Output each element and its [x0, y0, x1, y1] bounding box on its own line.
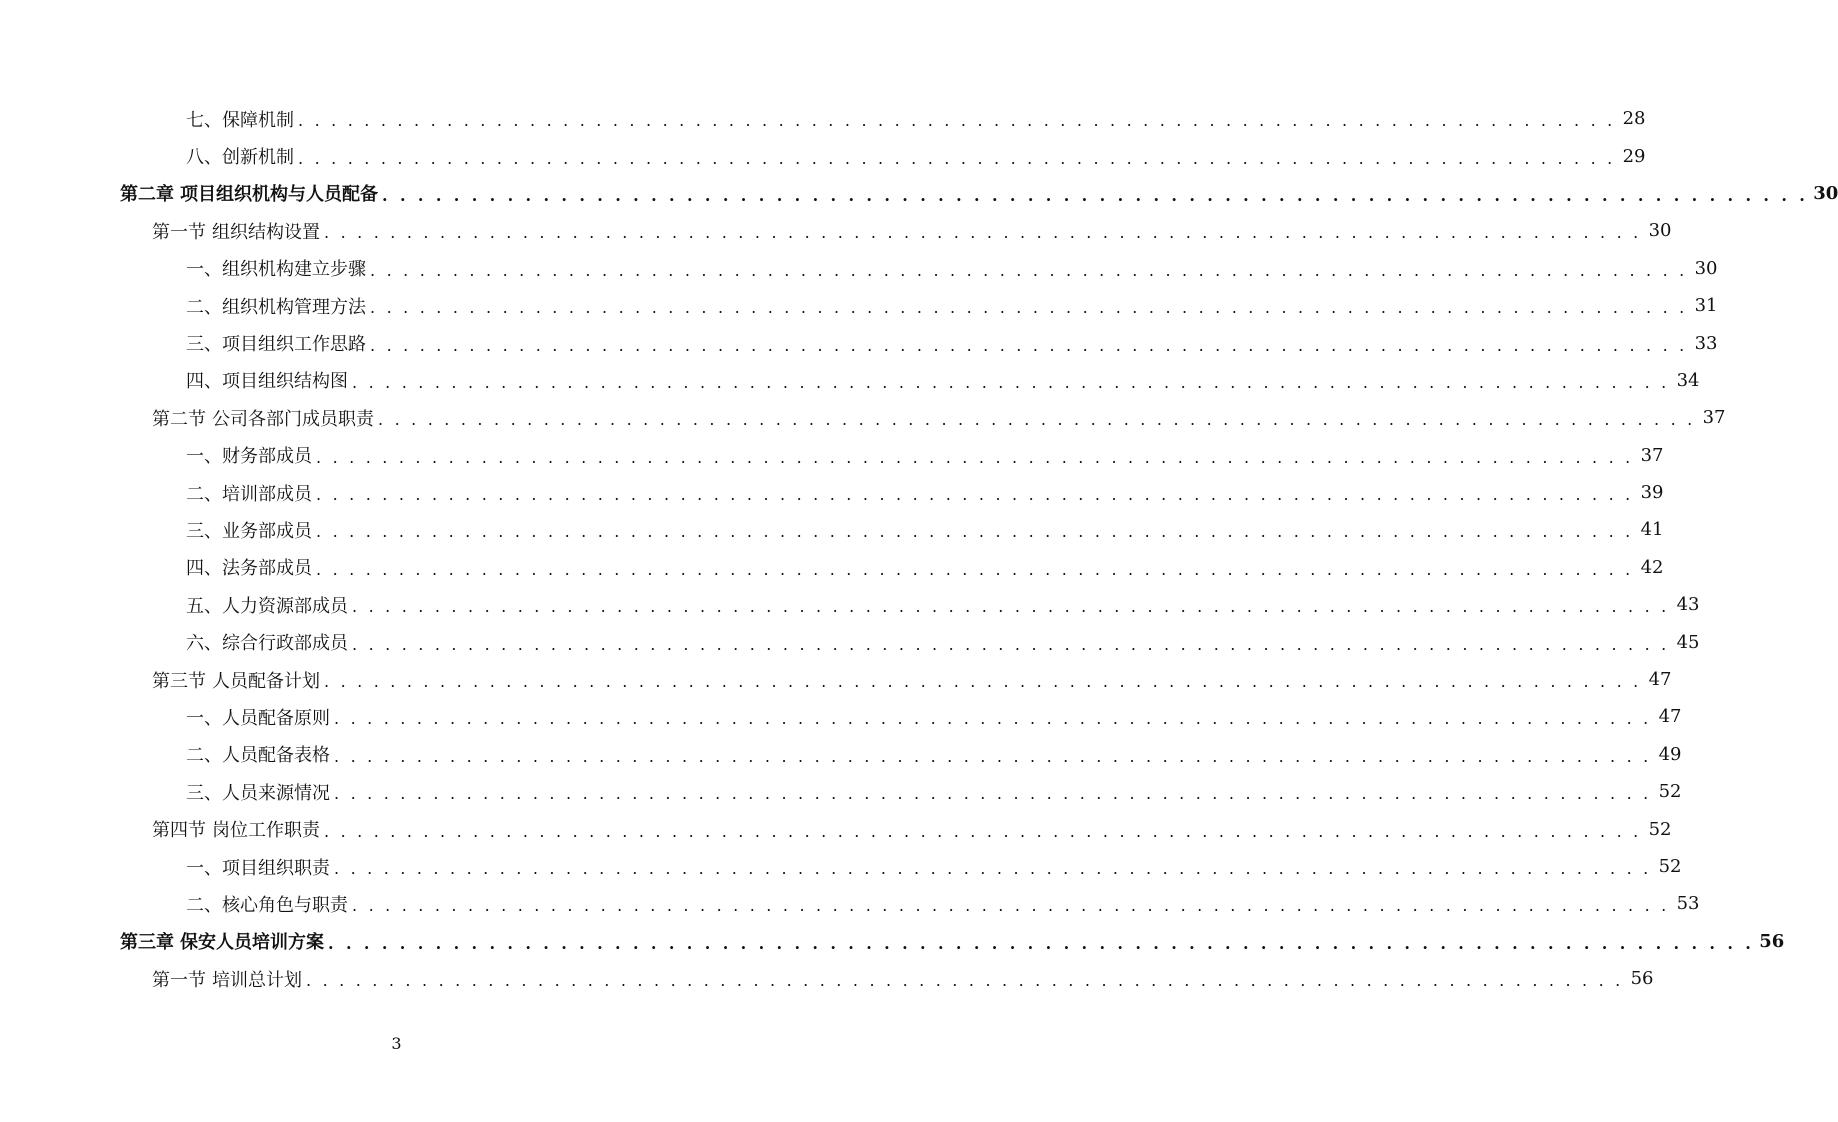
toc-entry-number: 五、 [186, 595, 222, 617]
toc-entry-title: 业务部成员 [222, 520, 312, 542]
toc-entry-number: 第一节 [152, 969, 206, 991]
toc-entry-number: 一、 [186, 446, 222, 468]
toc-entry-number: 三、 [186, 520, 222, 542]
page-number: 3 [391, 1034, 402, 1053]
toc-dot-leader: . . . . . . . . . . . . . . . . . . . . . . . . . . . . . . . . . . . . . . . . . . . . . . . . . . . . . . . . . . . . . . . . . . . . . . . . . . . . . . . . [382, 185, 1809, 205]
toc-entry-number: 四、 [186, 371, 222, 393]
toc-entry-title: 人员配备表格 [222, 745, 330, 767]
toc-entry-item[interactable] [0, 250, 1718, 287]
toc-entry-title: 培训总计划 [212, 969, 302, 991]
toc-entry-item[interactable] [0, 362, 1700, 399]
toc-entry-item[interactable] [0, 100, 1646, 137]
toc-entry-page: 49 [1658, 743, 1682, 765]
toc-entry-number: 四、 [186, 558, 222, 580]
toc-entry-title: 项目组织工作思路 [222, 334, 366, 356]
toc-entry-page: 37 [1640, 444, 1664, 466]
toc-entry-page: 29 [1622, 145, 1646, 167]
toc-dot-leader: . . . . . . . . . . . . . . . . . . . . . . . . . . . . . . . . . . . . . . . . . . . . . . . . . . . . . . . . . . . . . . . . . . . . . . . . . . . . . . . . [370, 335, 1688, 355]
toc-dot-leader: . . . . . . . . . . . . . . . . . . . . . . . . . . . . . . . . . . . . . . . . . . . . . . . . . . . . . . . . . . . . . . . . . . . . . . . . . . . . . . . . [324, 821, 1642, 841]
toc-entry-section[interactable] [0, 960, 1654, 997]
toc-entry-number: 二、 [186, 745, 222, 767]
toc-entry-item[interactable] [0, 437, 1664, 474]
toc-entry-title: 综合行政部成员 [222, 633, 348, 655]
toc-entry-page: 34 [1676, 369, 1700, 391]
toc-entry-label [186, 442, 316, 468]
toc-entry-title: 项目组织结构图 [222, 371, 348, 393]
toc-entry-label [186, 741, 334, 767]
toc-entry-number: 第二章 [120, 184, 174, 206]
toc-entry-title: 财务部成员 [222, 446, 312, 468]
toc-entry-number: 一、 [186, 259, 222, 281]
toc-entry-page: 47 [1658, 706, 1682, 728]
toc-entry-label [152, 667, 324, 693]
toc-entry-page: 52 [1648, 818, 1672, 840]
toc-entry-title: 法务部成员 [222, 558, 312, 580]
toc-entry-number: 第四节 [152, 820, 206, 842]
toc-entry-number: 一、 [186, 707, 222, 729]
toc-entry-number: 二、 [186, 483, 222, 505]
toc-dot-leader: . . . . . . . . . . . . . . . . . . . . . . . . . . . . . . . . . . . . . . . . . . . . . . . . . . . . . . . . . . . . . . . . . . . . . . . . . . . . . . . . [334, 784, 1652, 804]
toc-entry-title: 组织结构设置 [212, 221, 320, 243]
toc-entry-label [120, 928, 328, 954]
toc-entry-title: 项目组织机构与人员配备 [180, 184, 378, 206]
toc-entry-item[interactable] [0, 586, 1700, 623]
toc-entry-section[interactable] [0, 399, 1726, 436]
toc-dot-leader: . . . . . . . . . . . . . . . . . . . . . . . . . . . . . . . . . . . . . . . . . . . . . . . . . . . . . . . . . . . . . . . . . . . . . . . . . . . . . . . . [316, 447, 1634, 467]
toc-entry-item[interactable] [0, 773, 1682, 810]
toc-entry-page: 33 [1694, 332, 1718, 354]
toc-entry-number: 二、 [186, 894, 222, 916]
toc-entry-page: 43 [1676, 594, 1700, 616]
toc-entry-title: 项目组织职责 [222, 857, 330, 879]
toc-entry-number: 七、 [186, 109, 222, 131]
toc-entry-item[interactable] [0, 549, 1664, 586]
toc-entry-number: 二、 [186, 296, 222, 318]
toc-entry-page: 28 [1622, 108, 1646, 130]
toc-entry-number: 三、 [186, 782, 222, 804]
toc-entry-item[interactable] [0, 736, 1682, 773]
toc-dot-leader: . . . . . . . . . . . . . . . . . . . . . . . . . . . . . . . . . . . . . . . . . . . . . . . . . . . . . . . . . . . . . . . . . . . . . . . . . . . . . . . . [316, 522, 1634, 542]
toc-dot-leader: . . . . . . . . . . . . . . . . . . . . . . . . . . . . . . . . . . . . . . . . . . . . . . . . . . . . . . . . . . . . . . . . . . . . . . . . . . . . . . . . [352, 597, 1670, 617]
toc-entry-item[interactable] [0, 137, 1646, 174]
toc-entry-title: 组织机构建立步骤 [222, 259, 366, 281]
toc-entry-page: 56 [1630, 968, 1654, 990]
toc-entry-number: 六、 [186, 633, 222, 655]
toc-entry-label [120, 180, 382, 206]
toc-entry-item[interactable] [0, 848, 1682, 885]
toc-entry-title: 岗位工作职责 [212, 820, 320, 842]
toc-entry-section[interactable] [0, 212, 1672, 249]
toc-entry-section[interactable] [0, 661, 1672, 698]
toc-entry-label [186, 554, 316, 580]
toc-dot-leader: . . . . . . . . . . . . . . . . . . . . . . . . . . . . . . . . . . . . . . . . . . . . . . . . . . . . . . . . . . . . . . . . . . . . . . . . . . . . . . . . [352, 372, 1670, 392]
toc-dot-leader: . . . . . . . . . . . . . . . . . . . . . . . . . . . . . . . . . . . . . . . . . . . . . . . . . . . . . . . . . . . . . . . . . . . . . . . . . . . . . . . . [328, 933, 1755, 953]
toc-entry-title: 培训部成员 [222, 483, 312, 505]
toc-entry-number: 八、 [186, 147, 222, 169]
toc-dot-leader: . . . . . . . . . . . . . . . . . . . . . . . . . . . . . . . . . . . . . . . . . . . . . . . . . . . . . . . . . . . . . . . . . . . . . . . . . . . . . . . . [334, 746, 1652, 766]
toc-entry-page: 52 [1658, 856, 1682, 877]
toc-entry-page: 41 [1640, 519, 1664, 541]
toc-entry-label [186, 629, 352, 655]
toc-entry-label [186, 106, 298, 132]
toc-entry-label [186, 854, 334, 880]
toc-entry-item[interactable] [0, 698, 1682, 735]
toc-entry-label [152, 816, 324, 842]
toc-entry-page: 31 [1694, 295, 1718, 317]
toc-entry-chapter[interactable] [0, 923, 1785, 960]
toc-entry-number: 三、 [186, 334, 222, 356]
toc-entry-label [186, 592, 352, 618]
toc-entry-title: 核心角色与职责 [222, 894, 348, 916]
toc-dot-leader: . . . . . . . . . . . . . . . . . . . . . . . . . . . . . . . . . . . . . . . . . . . . . . . . . . . . . . . . . . . . . . . . . . . . . . . . . . . . . . . . [316, 485, 1634, 505]
toc-entry-label [186, 891, 352, 917]
toc-entry-label [186, 779, 334, 805]
toc-dot-leader: . . . . . . . . . . . . . . . . . . . . . . . . . . . . . . . . . . . . . . . . . . . . . . . . . . . . . . . . . . . . . . . . . . . . . . . . . . . . . . . . [352, 896, 1670, 916]
toc-dot-leader: . . . . . . . . . . . . . . . . . . . . . . . . . . . . . . . . . . . . . . . . . . . . . . . . . . . . . . . . . . . . . . . . . . . . . . . . . . . . . . . . [298, 111, 1616, 131]
toc-entry-page: 53 [1676, 893, 1700, 915]
toc-entry-chapter[interactable] [0, 175, 1838, 212]
toc-entry-label [152, 405, 378, 431]
toc-entry-label [186, 480, 316, 506]
toc-entry-page: 30 [1694, 257, 1718, 279]
toc-entry-item[interactable] [0, 623, 1700, 660]
toc-entry-item[interactable] [0, 324, 1718, 361]
toc-entry-label [186, 367, 352, 393]
toc-entry-title: 组织机构管理方法 [222, 296, 366, 318]
toc-entry-label [186, 293, 370, 319]
toc-entry-title: 人力资源部成员 [222, 595, 348, 617]
toc-entry-page: 47 [1648, 669, 1672, 691]
toc-entry-title: 保障机制 [222, 109, 294, 131]
toc-entry-page: 37 [1702, 407, 1726, 429]
toc-entry-item[interactable] [0, 287, 1718, 324]
toc-dot-leader: . . . . . . . . . . . . . . . . . . . . . . . . . . . . . . . . . . . . . . . . . . . . . . . . . . . . . . . . . . . . . . . . . . . . . . . . . . . . . . . . [378, 410, 1696, 430]
toc-entry-page: 42 [1640, 556, 1664, 578]
toc-dot-leader: . . . . . . . . . . . . . . . . . . . . . . . . . . . . . . . . . . . . . . . . . . . . . . . . . . . . . . . . . . . . . . . . . . . . . . . . . . . . . . . . [352, 634, 1670, 654]
toc-entry-label [152, 966, 306, 992]
table-of-contents [0, 100, 1838, 997]
toc-entry-title: 公司各部门成员职责 [212, 408, 374, 430]
toc-entry-number: 第三章 [120, 932, 174, 954]
toc-dot-leader: . . . . . . . . . . . . . . . . . . . . . . . . . . . . . . . . . . . . . . . . . . . . . . . . . . . . . . . . . . . . . . . . . . . . . . . . . . . . . . . . [324, 672, 1642, 692]
toc-dot-leader: . . . . . . . . . . . . . . . . . . . . . . . . . . . . . . . . . . . . . . . . . . . . . . . . . . . . . . . . . . . . . . . . . . . . . . . . . . . . . . . . [334, 709, 1652, 729]
toc-entry-item[interactable] [0, 885, 1700, 922]
toc-entry-label [186, 143, 298, 169]
toc-entry-number: 第一节 [152, 221, 206, 243]
toc-entry-number: 第二节 [152, 408, 206, 430]
toc-entry-page: 45 [1676, 631, 1700, 653]
toc-dot-leader: . . . . . . . . . . . . . . . . . . . . . . . . . . . . . . . . . . . . . . . . . . . . . . . . . . . . . . . . . . . . . . . . . . . . . . . . . . . . . . . . [334, 859, 1652, 878]
toc-entry-page: 52 [1658, 781, 1682, 803]
toc-dot-leader: . . . . . . . . . . . . . . . . . . . . . . . . . . . . . . . . . . . . . . . . . . . . . . . . . . . . . . . . . . . . . . . . . . . . . . . . . . . . . . . . [370, 260, 1688, 280]
toc-dot-leader: . . . . . . . . . . . . . . . . . . . . . . . . . . . . . . . . . . . . . . . . . . . . . . . . . . . . . . . . . . . . . . . . . . . . . . . . . . . . . . . . [370, 298, 1688, 318]
toc-dot-leader: . . . . . . . . . . . . . . . . . . . . . . . . . . . . . . . . . . . . . . . . . . . . . . . . . . . . . . . . . . . . . . . . . . . . . . . . . . . . . . . . [324, 223, 1642, 243]
toc-entry-title: 人员配备原则 [222, 707, 330, 729]
toc-entry-number: 一、 [186, 857, 222, 879]
toc-entry-title: 创新机制 [222, 147, 294, 169]
toc-entry-item[interactable] [0, 474, 1664, 511]
toc-entry-page: 39 [1640, 482, 1664, 504]
toc-entry-label [152, 218, 324, 244]
toc-entry-number: 第三节 [152, 670, 206, 692]
toc-entry-label [186, 255, 370, 281]
toc-entry-page: 30 [1648, 220, 1672, 242]
toc-entry-title: 人员来源情况 [222, 782, 330, 804]
toc-entry-title: 保安人员培训方案 [180, 932, 324, 954]
toc-entry-section[interactable] [0, 810, 1672, 847]
toc-entry-label [186, 517, 316, 543]
toc-dot-leader: . . . . . . . . . . . . . . . . . . . . . . . . . . . . . . . . . . . . . . . . . . . . . . . . . . . . . . . . . . . . . . . . . . . . . . . . . . . . . . . . [298, 148, 1616, 168]
toc-entry-page: 56 [1759, 930, 1785, 952]
toc-entry-item[interactable] [0, 511, 1664, 548]
toc-entry-label [186, 704, 334, 730]
toc-dot-leader: . . . . . . . . . . . . . . . . . . . . . . . . . . . . . . . . . . . . . . . . . . . . . . . . . . . . . . . . . . . . . . . . . . . . . . . . . . . . . . . . [316, 559, 1634, 579]
toc-entry-label [186, 330, 370, 356]
toc-entry-title: 人员配备计划 [212, 670, 320, 692]
toc-dot-leader: . . . . . . . . . . . . . . . . . . . . . . . . . . . . . . . . . . . . . . . . . . . . . . . . . . . . . . . . . . . . . . . . . . . . . . . . . . . . . . . . [306, 971, 1624, 991]
toc-entry-page: 30 [1813, 182, 1838, 204]
